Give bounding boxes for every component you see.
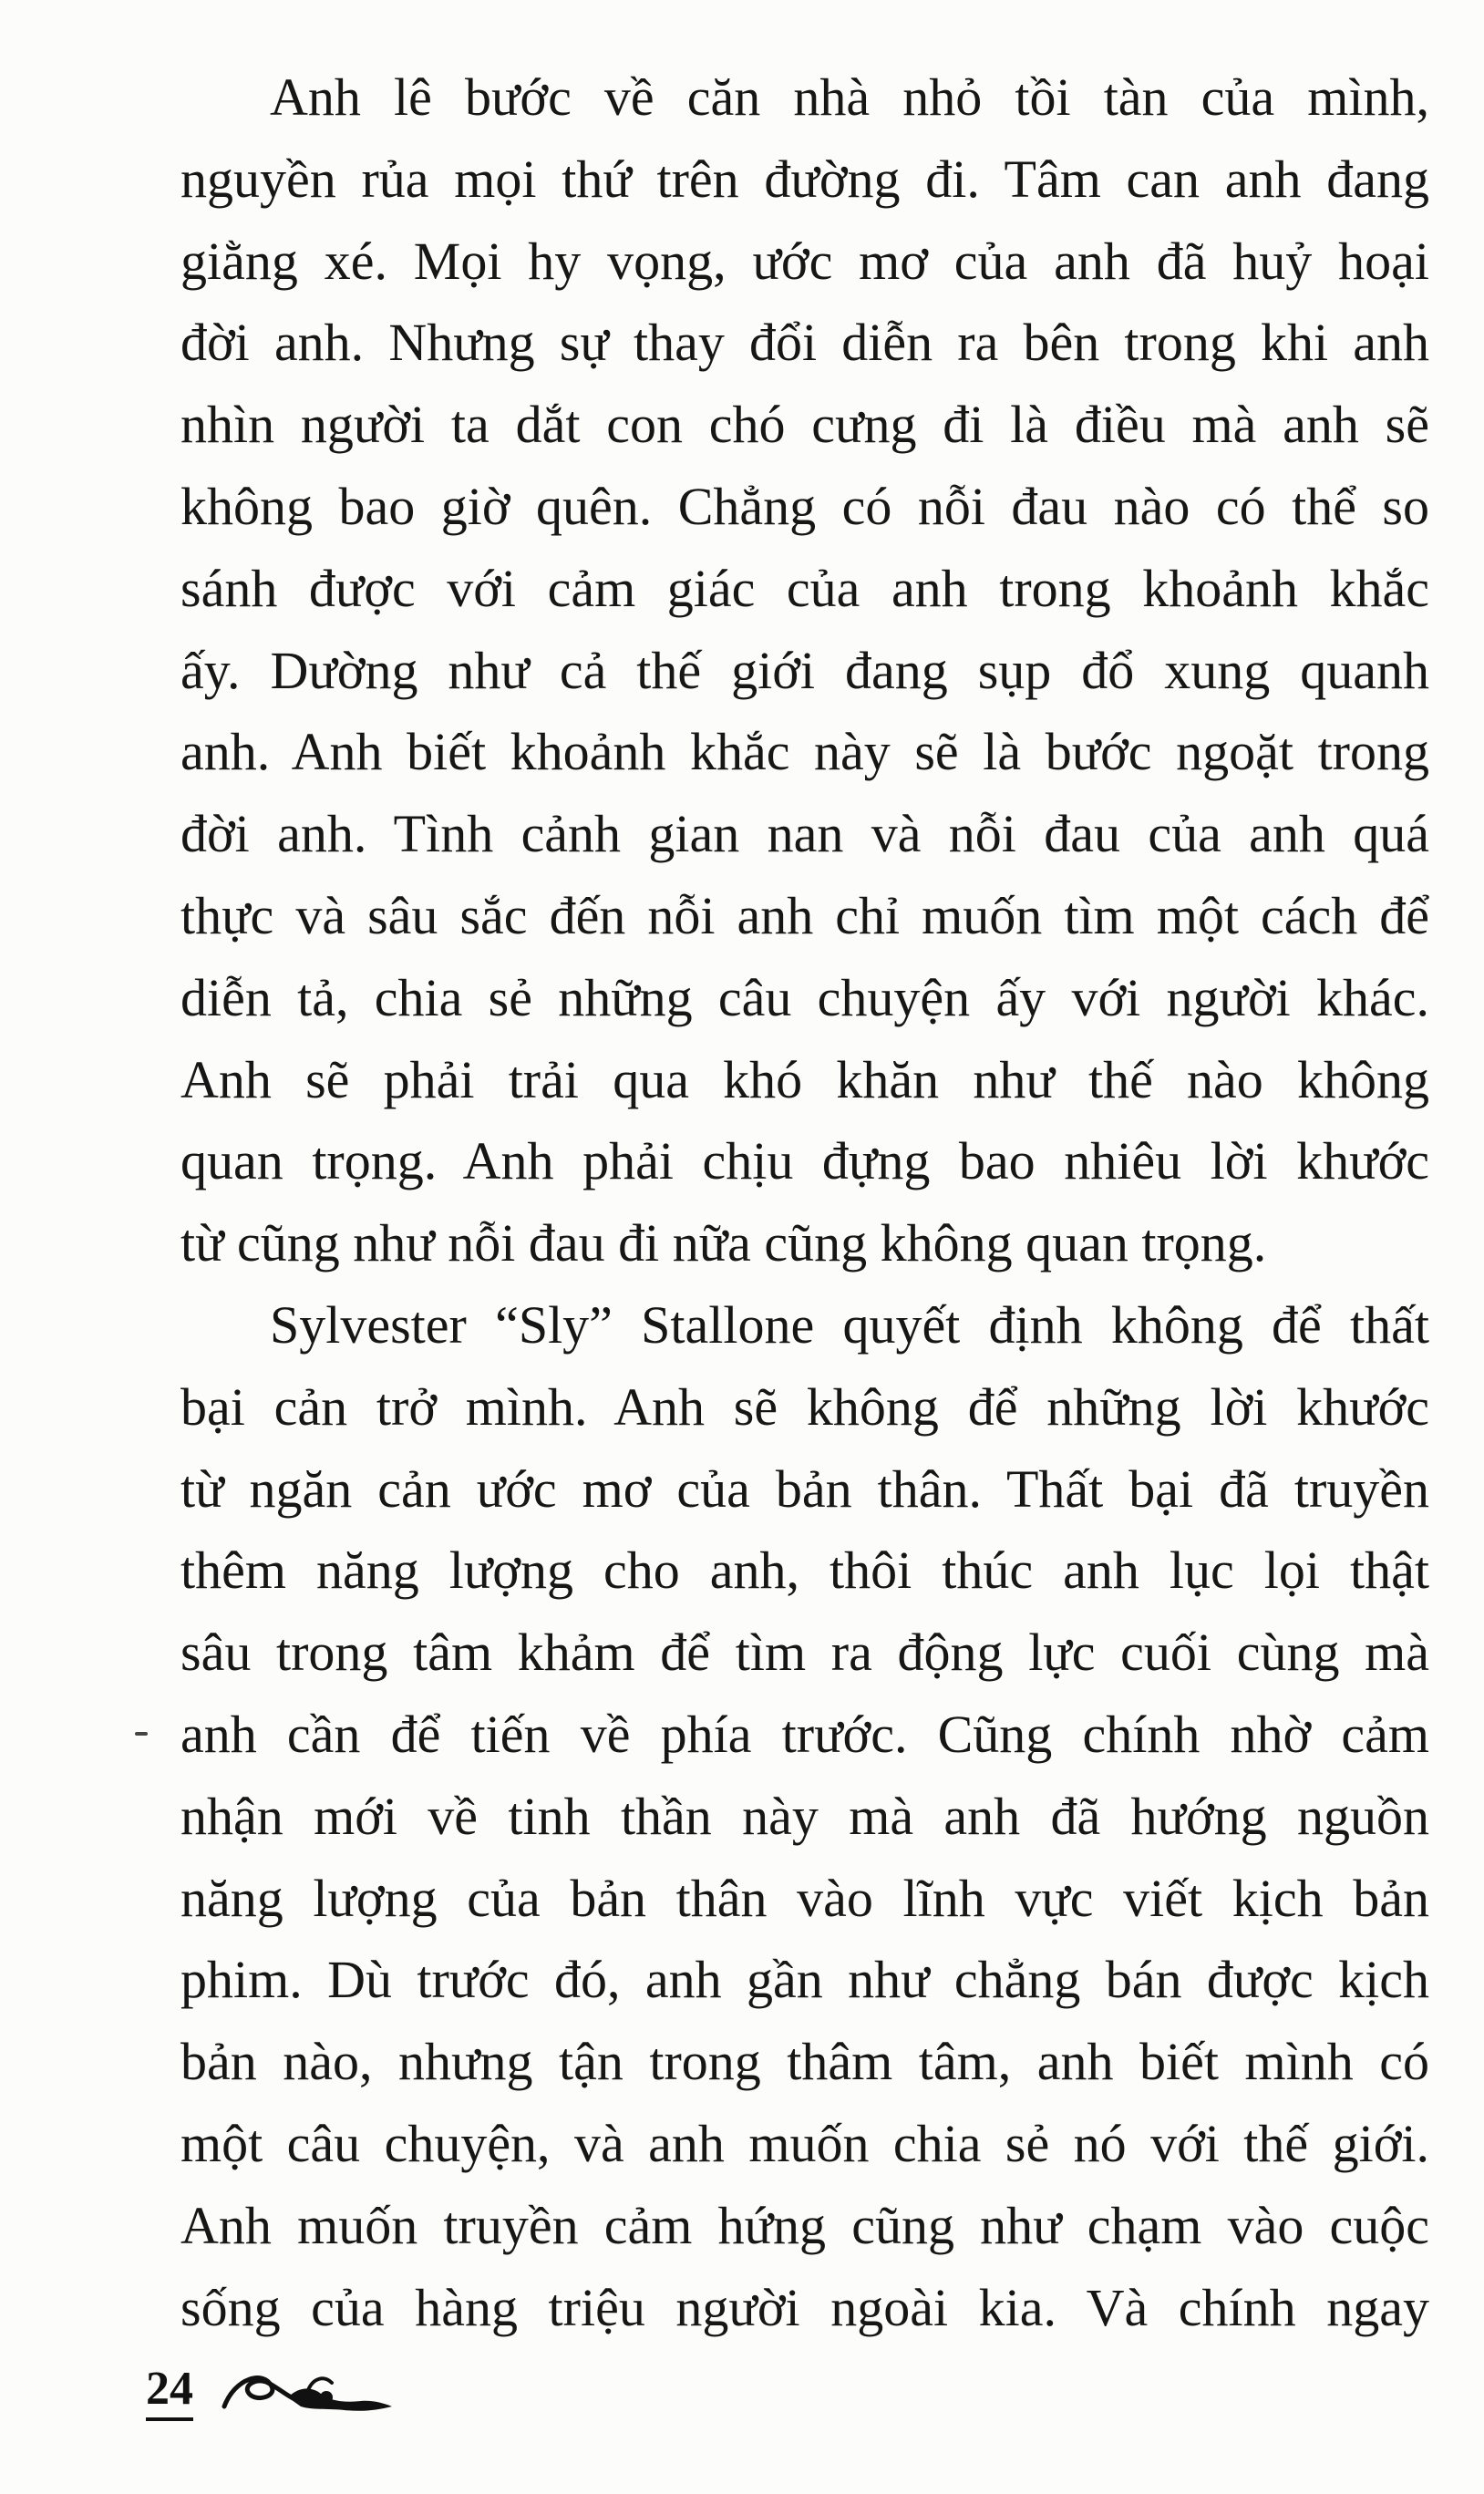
paragraph-2-line-3: từ ngăn cản ước mơ của bản thân. Thất bại đã truyền — [180, 1458, 1429, 1519]
margin-mark — [135, 1732, 148, 1736]
paragraph-2-line-1: Sylvester “Sly” Stallone quyết định không để thất — [270, 1294, 1429, 1355]
page-footer — [146, 2343, 419, 2452]
paragraph-2-line-5: sâu trong tâm khảm để tìm ra động lực cuối cùng mà — [180, 1623, 1429, 1683]
paragraph-1-line-6: không bao giờ quên. Chẳng có nỗi đau nào có thể so — [180, 476, 1429, 536]
paragraph-1-line-11: thực và sâu sắc đến nỗi anh chỉ muốn tìm một cách để — [180, 885, 1429, 945]
paragraph-2-line-13: sống của hàng triệu người ngoài kia. Và chính ngay — [180, 2277, 1429, 2337]
paragraph-2-line-12: Anh muốn truyền cảm hứng cũng như chạm vào cuộc — [180, 2195, 1429, 2255]
paragraph-2-line-11: một câu chuyện, và anh muốn chia sẻ nó với thế giới. — [180, 2113, 1429, 2173]
flourish-icon — [217, 2350, 399, 2432]
paragraph-1-line-4: đời anh. Nhưng sự thay đổi diễn ra bên trong khi anh — [180, 313, 1429, 373]
paragraph-1-line-12: diễn tả, chia sẻ những câu chuyện ấy với người khác. — [180, 967, 1429, 1027]
paragraph-1-line-10: đời anh. Tình cảnh gian nan và nỗi đau của anh quá — [180, 804, 1429, 864]
paragraph-1-line-13: Anh sẽ phải trải qua khó khăn như thế nào không — [180, 1049, 1429, 1109]
paragraph-1-line-9: anh. Anh biết khoảnh khắc này sẽ là bước ngoặt trong — [180, 722, 1429, 782]
paragraph-1-line-7: sánh được với cảm giác của anh trong khoảnh khắc — [180, 558, 1429, 618]
paragraph-2-line-10: bản nào, nhưng tận trong thâm tâm, anh biết mình có — [180, 2032, 1429, 2092]
paragraph-2-line-7: nhận mới về tinh thần này mà anh đã hướng nguồn — [180, 1786, 1429, 1846]
paragraph-2-line-4: thêm năng lượng cho anh, thôi thúc anh lục lọi thật — [180, 1541, 1429, 1601]
paragraph-1-line-2: nguyền rủa mọi thứ trên đường đi. Tâm can anh đang — [180, 149, 1429, 209]
paragraph-2-line-8: năng lượng của bản thân vào lĩnh vực viết kịch bản — [180, 1868, 1429, 1928]
paragraph-1-line-8: ấy. Dường như cả thế giới đang sụp đổ xung quanh — [180, 640, 1429, 700]
paragraph-1-line-3: giằng xé. Mọi hy vọng, ước mơ của anh đã huỷ hoại — [180, 231, 1429, 291]
body-text — [180, 57, 1429, 2348]
paragraph-2-line-6: anh cần để tiến về phía trước. Cũng chính nhờ cảm — [180, 1704, 1429, 1764]
paragraph-1-line-14: quan trọng. Anh phải chịu đựng bao nhiêu lời khước — [180, 1131, 1429, 1191]
paragraph-1-line-1: Anh lê bước về căn nhà nhỏ tồi tàn của mình, — [270, 67, 1429, 127]
paragraph-1-line-15: từ cũng như nỗi đau đi nữa cũng không quan trọng. — [180, 1213, 1267, 1273]
paragraph-2-line-2: bại cản trở mình. Anh sẽ không để những lời khước — [180, 1376, 1429, 1437]
paragraph-2-line-9: phim. Dù trước đó, anh gần như chẳng bán được kịch — [180, 1950, 1429, 2010]
paragraph-1-line-5: nhìn người ta dắt con chó cưng đi là điều mà anh sẽ — [180, 395, 1429, 455]
page-number: 24 — [146, 2363, 193, 2421]
